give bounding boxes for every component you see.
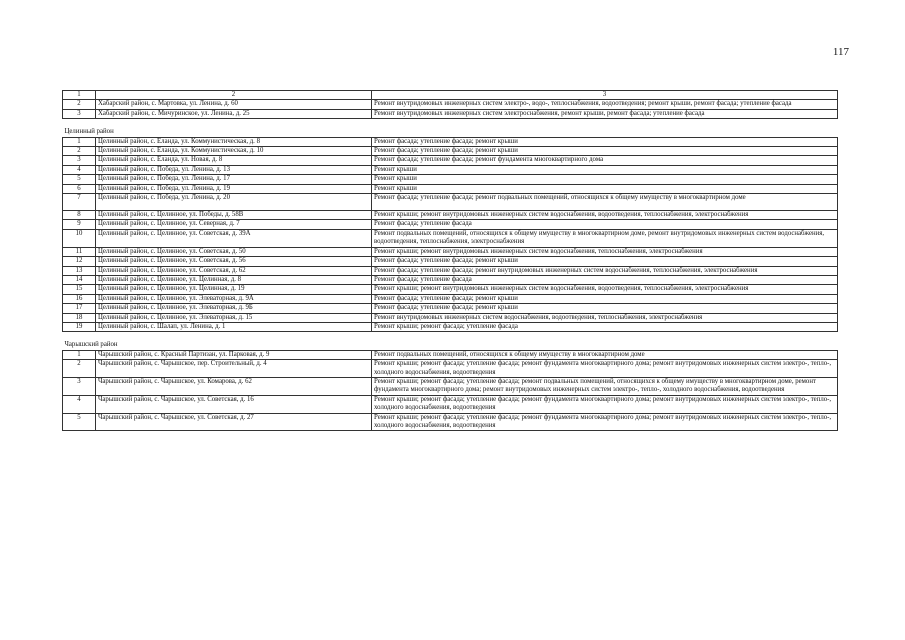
section-title: Целинный район: [63, 119, 838, 137]
table-row: [63, 257, 838, 266]
table-row: [63, 360, 838, 378]
works-cell: Ремонт крыши; ремонт внутридомовых инженерных систем водоснабжения, теплоснабжения, электроснабжения: [372, 247, 838, 256]
table-row: [63, 266, 838, 275]
address-cell: Целинный район, с. Целинное, ул. Целинная, д. 8: [96, 275, 372, 284]
address-cell: Целинный район, с. Целинное, ул. Советская, д. 50: [96, 247, 372, 256]
row-number: 5: [63, 413, 96, 431]
table-row: [63, 194, 838, 211]
row-number: 3: [63, 156, 96, 165]
row-number: 17: [63, 304, 96, 313]
column-number: 3: [372, 91, 838, 100]
table-row: [63, 220, 838, 229]
address-cell: Целинный район, с. Целинное, ул. Победы, д. 58В: [96, 211, 372, 220]
address-cell: Целинный район, с. Целинное, ул. Северная, д. 7: [96, 220, 372, 229]
row-number: 10: [63, 229, 96, 247]
table-row: [63, 350, 838, 359]
works-cell: Ремонт крыши; ремонт фасада; утепление фасада: [372, 322, 838, 331]
works-cell: Ремонт крыши; ремонт фасада; утепление фасада; ремонт подвальных помещений, относящихся к общему имуществу в многоквартирном доме, ремонт фундамента многоквартирного дома; ремонт внутридомовых инженерных систем электро-, тепло-, холодного водоснабжения, водоотведения: [372, 377, 838, 395]
works-cell: Ремонт фасада; утепление фасада; ремонт крыши: [372, 147, 838, 156]
row-number: 1: [63, 350, 96, 359]
row-number: 3: [63, 109, 96, 118]
row-number: 4: [63, 395, 96, 413]
section-header-row: [63, 119, 838, 137]
table-row: [63, 147, 838, 156]
works-cell: Ремонт внутридомовых инженерных систем электроснабжения, ремонт крыши, ремонт фасада; утепление фасада: [372, 109, 838, 118]
table-row: [63, 304, 838, 313]
row-number: 3: [63, 377, 96, 395]
address-cell: Целинный район, с. Целинное, ул. Элеваторная, д. 15: [96, 313, 372, 322]
address-cell: Целинный район, с. Шалап, ул. Ленина, д. 1: [96, 322, 372, 331]
address-cell: Хабарский район, с. Мичуринское, ул. Ленина, д. 25: [96, 109, 372, 118]
address-cell: Целинный район, с. Целинное, ул. Советская, д. 62: [96, 266, 372, 275]
table-row: [63, 322, 838, 331]
row-number: 2: [63, 147, 96, 156]
row-number: 15: [63, 285, 96, 294]
works-cell: Ремонт фасада; утепление фасада; ремонт крыши: [372, 304, 838, 313]
works-cell: Ремонт крыши; ремонт внутридомовых инженерных систем водоснабжения, водоотведения, теплоснабжения, электроснабжения: [372, 211, 838, 220]
table-row: [63, 229, 838, 247]
works-cell: Ремонт крыши; ремонт внутридомовых инженерных систем водоснабжения, водоотведения, теплоснабжения, электроснабжения: [372, 285, 838, 294]
address-cell: Целинный район, с. Целинное, ул. Советская, д. 56: [96, 257, 372, 266]
address-cell: Чарышский район, с. Чарышское, пер. Строительный, д. 4: [96, 360, 372, 378]
table-row: [63, 294, 838, 303]
works-cell: Ремонт фасада; утепление фасада; ремонт фундамента многоквартирного дома: [372, 156, 838, 165]
row-number: 11: [63, 247, 96, 256]
table-row: [63, 313, 838, 322]
address-cell: Целинный район, с. Победа, ул. Ленина, д. 13: [96, 165, 372, 174]
works-cell: Ремонт фасада; утепление фасада; ремонт подвальных помещений, относящихся к общему имуществу в многоквартирном доме: [372, 194, 838, 211]
column-number: 1: [63, 91, 96, 100]
row-number: 19: [63, 322, 96, 331]
table-row: [63, 247, 838, 256]
row-number: 2: [63, 100, 96, 109]
address-cell: Целинный район, с. Целинное, ул. Советская, д. 39А: [96, 229, 372, 247]
address-cell: Чарышский район, с. Красный Партизан, ул. Парковая, д. 9: [96, 350, 372, 359]
address-cell: Целинный район, с. Победа, ул. Ленина, д. 17: [96, 175, 372, 184]
row-number: 6: [63, 184, 96, 193]
row-number: 12: [63, 257, 96, 266]
table-row: [63, 137, 838, 146]
row-number: 18: [63, 313, 96, 322]
works-cell: Ремонт фасада; утепление фасада; ремонт крыши: [372, 257, 838, 266]
address-cell: Целинный район, с. Целинное, ул. Элеваторная, д. 9А: [96, 294, 372, 303]
table-row: [63, 165, 838, 174]
row-number: 16: [63, 294, 96, 303]
table-row: [63, 109, 838, 118]
address-cell: Чарышский район, с. Чарышское, ул. Комарова, д. 62: [96, 377, 372, 395]
works-cell: Ремонт внутридомовых инженерных систем водоснабжения, водоотведения, теплоснабжения, электроснабжения: [372, 313, 838, 322]
row-number: 14: [63, 275, 96, 284]
works-cell: Ремонт фасада; утепление фасада: [372, 220, 838, 229]
row-number: 5: [63, 175, 96, 184]
row-number: 2: [63, 360, 96, 378]
section-header-row: [63, 332, 838, 350]
table-row: [63, 285, 838, 294]
works-cell: Ремонт крыши; ремонт фасада; утепление фасада; ремонт фундамента многоквартирного дома; ремонт внутридомовых инженерных систем электро-, тепло-, холодного водоснабжения, водоотведения: [372, 395, 838, 413]
row-number: 9: [63, 220, 96, 229]
table-row: [63, 156, 838, 165]
address-cell: Целинный район, с. Целинное, ул. Элеваторная, д. 9Б: [96, 304, 372, 313]
works-cell: Ремонт крыши; ремонт фасада; утепление фасада; ремонт фундамента многоквартирного дома; ремонт внутридомовых инженерных систем электро-, тепло-, холодного водоснабжения, водоотведения: [372, 413, 838, 431]
page-number: 117: [832, 46, 849, 58]
table-row: [63, 395, 838, 413]
table-row: [63, 100, 838, 109]
section-title: Чарышский район: [63, 332, 838, 350]
address-cell: Целинный район, с. Еланда, ул. Коммунистическая, д. 8: [96, 137, 372, 146]
address-cell: Целинный район, с. Еланда, ул. Новая, д. 8: [96, 156, 372, 165]
works-cell: Ремонт крыши; ремонт фасада; утепление фасада; ремонт фундамента многоквартирного дома; ремонт внутридомовых инженерных систем электро-, тепло-, холодного водоснабжения, водоотведения: [372, 360, 838, 378]
works-cell: Ремонт фасада; утепление фасада; ремонт крыши: [372, 137, 838, 146]
works-cell: Ремонт крыши: [372, 175, 838, 184]
table-row: [63, 377, 838, 395]
column-number: 2: [96, 91, 372, 100]
works-cell: Ремонт крыши: [372, 184, 838, 193]
row-number: 8: [63, 211, 96, 220]
works-cell: Ремонт подвальных помещений, относящихся к общему имуществу в многоквартирном доме: [372, 350, 838, 359]
works-cell: Ремонт фасада; утепление фасада; ремонт внутридомовых инженерных систем водоснабжения, теплоснабжения, электроснабжения: [372, 266, 838, 275]
table-row: [63, 211, 838, 220]
table-body: [63, 91, 838, 431]
row-number: 4: [63, 165, 96, 174]
table-row: [63, 175, 838, 184]
address-cell: Целинный район, с. Целинное, ул. Целинная, д. 19: [96, 285, 372, 294]
table-row: [63, 275, 838, 284]
table-row: [63, 413, 838, 431]
address-cell: Хабарский район, с. Мартовка, ул. Ленина, д. 60: [96, 100, 372, 109]
row-number: 13: [63, 266, 96, 275]
address-cell: Целинный район, с. Еланда, ул. Коммунистическая, д. 10: [96, 147, 372, 156]
works-cell: Ремонт крыши: [372, 165, 838, 174]
address-cell: Чарышский район, с. Чарышское, ул. Советская, д. 16: [96, 395, 372, 413]
row-number: 7: [63, 194, 96, 211]
row-number: 1: [63, 137, 96, 146]
works-cell: Ремонт подвальных помещений, относящихся к общему имуществу в многоквартирном доме, ремонт внутридомовых инженерных систем водоснабжения, водоотведения, теплоснабжения, электроснабжения: [372, 229, 838, 247]
works-cell: Ремонт фасада; утепление фасада: [372, 275, 838, 284]
address-cell: Целинный район, с. Победа, ул. Ленина, д. 19: [96, 184, 372, 193]
repair-works-table: [62, 90, 838, 431]
column-numbers-row: [63, 91, 838, 100]
works-cell: Ремонт внутридомовых инженерных систем электро-, водо-, теплоснабжения, водоотведения; ремонт крыши, ремонт фасада; утепление фасада: [372, 100, 838, 109]
address-cell: Целинный район, с. Победа, ул. Ленина, д. 20: [96, 194, 372, 211]
address-cell: Чарышский район, с. Чарышское, ул. Советская, д. 27: [96, 413, 372, 431]
table-row: [63, 184, 838, 193]
works-cell: Ремонт фасада; утепление фасада; ремонт крыши: [372, 294, 838, 303]
